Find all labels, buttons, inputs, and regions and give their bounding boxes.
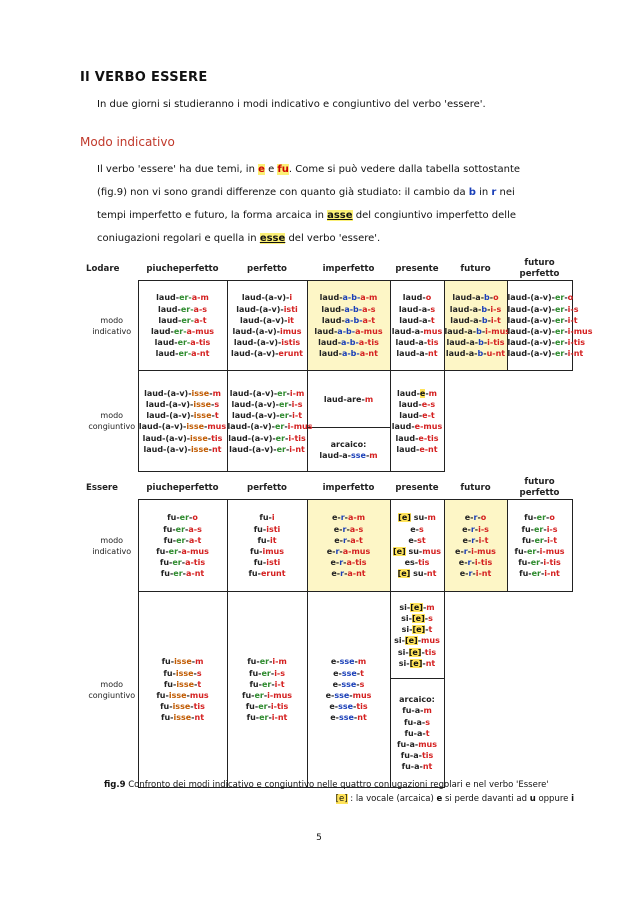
label-line: congiuntivo <box>88 422 136 432</box>
cell: laud-e-m laud-e-s laud-e-t laud-e-mus laud-e-tis laud-e-nt <box>390 371 444 472</box>
note-symbol: [e] <box>335 794 348 804</box>
empty-cell <box>444 371 507 472</box>
text: i <box>571 794 574 804</box>
header-piucheperfetto: piucheperfetto <box>146 263 219 274</box>
cell: laud-a-b-o laud-a-b-i-s laud-a-b-i-t laud-a-b-i-mus laud-a-b-i-tis laud-a-b-u-nt <box>444 281 507 371</box>
cell: fu-er-o fu-er-i-s fu-er-i-t fu-er-i-mus fu-er-i-tis fu-er-i-nt <box>507 500 572 592</box>
empty-cell <box>507 592 572 788</box>
archaic-form: arcaico: laud-a-sse-m <box>319 439 378 460</box>
cell: fu-er-o fu-er-a-s fu-er-a-t fu-er-a-mus fu-er-a-tis fu-er-a-nt <box>138 500 227 592</box>
stem-fu: fu <box>277 164 289 175</box>
archaic-label: arcaico: <box>330 439 367 449</box>
letter-b: b <box>468 187 476 198</box>
text: e <box>436 794 443 804</box>
text: Il verbo 'essere' ha due temi, in <box>97 164 259 175</box>
cell: e-r-o e-r-i-s e-r-i-t e-r-i-mus e-r-i-tis e-r-i-nt <box>444 500 507 592</box>
figure-caption <box>104 780 574 804</box>
label-line: congiuntivo <box>88 690 136 700</box>
page-number: 5 <box>316 833 322 843</box>
text: si perde davanti ad <box>442 794 530 804</box>
label-line: indicativo <box>92 326 132 336</box>
label-line: modo <box>100 315 124 325</box>
header-piucheperfetto: piucheperfetto <box>146 482 219 493</box>
text: del verbo 'essere'. <box>285 233 381 244</box>
label-line: modo <box>100 679 124 689</box>
form-esse: esse <box>259 233 286 244</box>
mood-label <box>86 371 138 472</box>
cell: laud-o laud-a-s laud-a-t laud-a-mus laud-a-tis laud-a-nt <box>390 281 444 371</box>
paragraph-line <box>97 227 571 250</box>
text: (fig.9) non vi sono grandi differenze con quanto già studiato: il cambio da <box>97 187 469 198</box>
cell: fu-isse-m fu-isse-s fu-isse-t fu-isse-mus fu-isse-tis fu-isse-nt <box>138 592 227 788</box>
text: oppure <box>535 794 572 804</box>
mood-label <box>86 281 138 371</box>
table-header-row <box>86 258 572 281</box>
cell <box>307 371 390 472</box>
empty-cell <box>507 371 572 472</box>
label-line: modo <box>100 411 124 421</box>
text: nei <box>496 187 515 198</box>
header-presente: presente <box>395 482 439 493</box>
mood-label <box>86 592 138 788</box>
page-heading: Il VERBO ESSERE <box>80 70 208 85</box>
cell: [e] su-m e-s e-st [e] su-mus es-tis [e] su-nt <box>390 500 444 592</box>
header-perfetto: perfetto <box>247 482 287 493</box>
text: tempi imperfetto e futuro, la forma arcaica in <box>97 210 328 221</box>
text: . Come si può vedere dalla tabella sottostante <box>288 164 521 175</box>
essere-conjugation-table <box>86 477 573 788</box>
letter-r: r <box>491 187 497 198</box>
cell: laud-(a-v)-er-i-m laud-(a-v)-er-i-s laud-(a-v)-er-i-t laud-(a-v)-er-i-mus laud-(a-v)-er-i-tis laud-(a-v)-er-i-nt <box>227 371 307 472</box>
label-line: indicativo <box>92 546 132 556</box>
cell: fu-er-i-m fu-er-i-s fu-er-i-t fu-er-i-mus fu-er-i-tis fu-er-i-nt <box>227 592 307 788</box>
header-verb: Lodare <box>86 263 120 274</box>
text: u <box>529 794 536 804</box>
header-imperfetto: imperfetto <box>322 263 375 274</box>
mood-label <box>86 500 138 592</box>
cell: laud-(a-v)-i laud-(a-v)-isti laud-(a-v)-it laud-(a-v)-imus laud-(a-v)-istis laud-(a-v)-erunt <box>227 281 307 371</box>
cell: laud-a-b-a-m laud-a-b-a-s laud-a-b-a-t laud-a-b-a-mus laud-a-b-a-tis laud-a-b-a-nt <box>307 281 390 371</box>
caption-note <box>104 794 574 804</box>
header-futuro: futuro <box>460 482 491 493</box>
present-subjunctive-forms: si-[e]-m si-[e]-s si-[e]-t si-[e]-mus si-[e]-tis si-[e]-nt <box>391 592 444 679</box>
paragraph-line <box>97 181 571 204</box>
form-asse: asse <box>327 210 353 221</box>
header-futuro: futuro <box>460 263 491 274</box>
label-line: modo <box>100 535 124 545</box>
text: coniugazioni regolari e quella in <box>97 233 260 244</box>
text: del congiuntivo imperfetto delle <box>352 210 517 221</box>
header-presente: presente <box>395 263 439 274</box>
text: : la vocale (arcaica) <box>347 794 437 804</box>
stem-e: e <box>258 164 265 175</box>
paragraph-line <box>97 204 571 227</box>
cell: laud-er-a-m laud-er-a-s laud-er-a-t laud-er-a-mus laud-er-a-tis laud-er-a-nt <box>138 281 227 371</box>
cell: e-sse-m e-sse-t e-sse-s e-sse-mus e-sse-tis e-sse-nt <box>307 592 390 788</box>
header-futuro-perfetto: futuro perfetto <box>519 258 560 280</box>
table-row <box>86 371 572 472</box>
cell <box>390 592 444 788</box>
header-perfetto: perfetto <box>247 263 287 274</box>
section-title: Modo indicativo <box>80 135 175 149</box>
explanation-paragraph <box>97 158 571 250</box>
cell: e-r-a-m e-r-a-s e-r-a-t e-r-a-mus e-r-a-tis e-r-a-nt <box>307 500 390 592</box>
empty-cell <box>444 592 507 788</box>
imperfect-form: laud-are- m <box>308 371 390 428</box>
caption-text: Confronto dei modi indicativo e congiuntivo nelle quattro coniugazioni regolari e nel verbo 'Essere' <box>125 780 549 790</box>
lodare-conjugation-table <box>86 258 593 472</box>
header-verb: Essere <box>86 482 118 493</box>
archaic-subjunctive-forms: arcaico: fu-a-m fu-a-s fu-a-t fu-a-mus fu-a-tis fu-a-nt <box>396 695 437 772</box>
cell: fu-i fu-isti fu-it fu-imus fu-isti fu-erunt <box>227 500 307 592</box>
paragraph-line <box>97 158 571 181</box>
cell: laud-(a-v)-er-o laud-(a-v)-er-i-s laud-(a-v)-er-i-t laud-(a-v)-er-i-mus laud-(a-v)-er-i-tis laud-(a-v)-er-i-nt <box>507 281 572 371</box>
header-futuro-perfetto: futuro perfetto <box>519 477 560 499</box>
intro-text: In due giorni si studieranno i modi indicativo e congiuntivo del verbo 'essere'. <box>97 99 486 110</box>
table-row <box>86 500 572 592</box>
table-row <box>86 592 572 788</box>
table-header-row <box>86 477 572 500</box>
table-row <box>86 281 572 371</box>
text: e <box>264 164 278 175</box>
cell: laud-(a-v)-isse-m laud-(a-v)-isse-s laud-(a-v)-isse-t laud-(a-v)-isse-mus laud-(a-v)-isse-tis laud-(a-v)-isse-nt <box>138 371 227 472</box>
archaic-label: arcaico: <box>399 695 435 705</box>
text: in <box>475 187 492 198</box>
header-imperfetto: imperfetto <box>322 482 375 493</box>
caption-label: fig.9 <box>104 780 126 790</box>
